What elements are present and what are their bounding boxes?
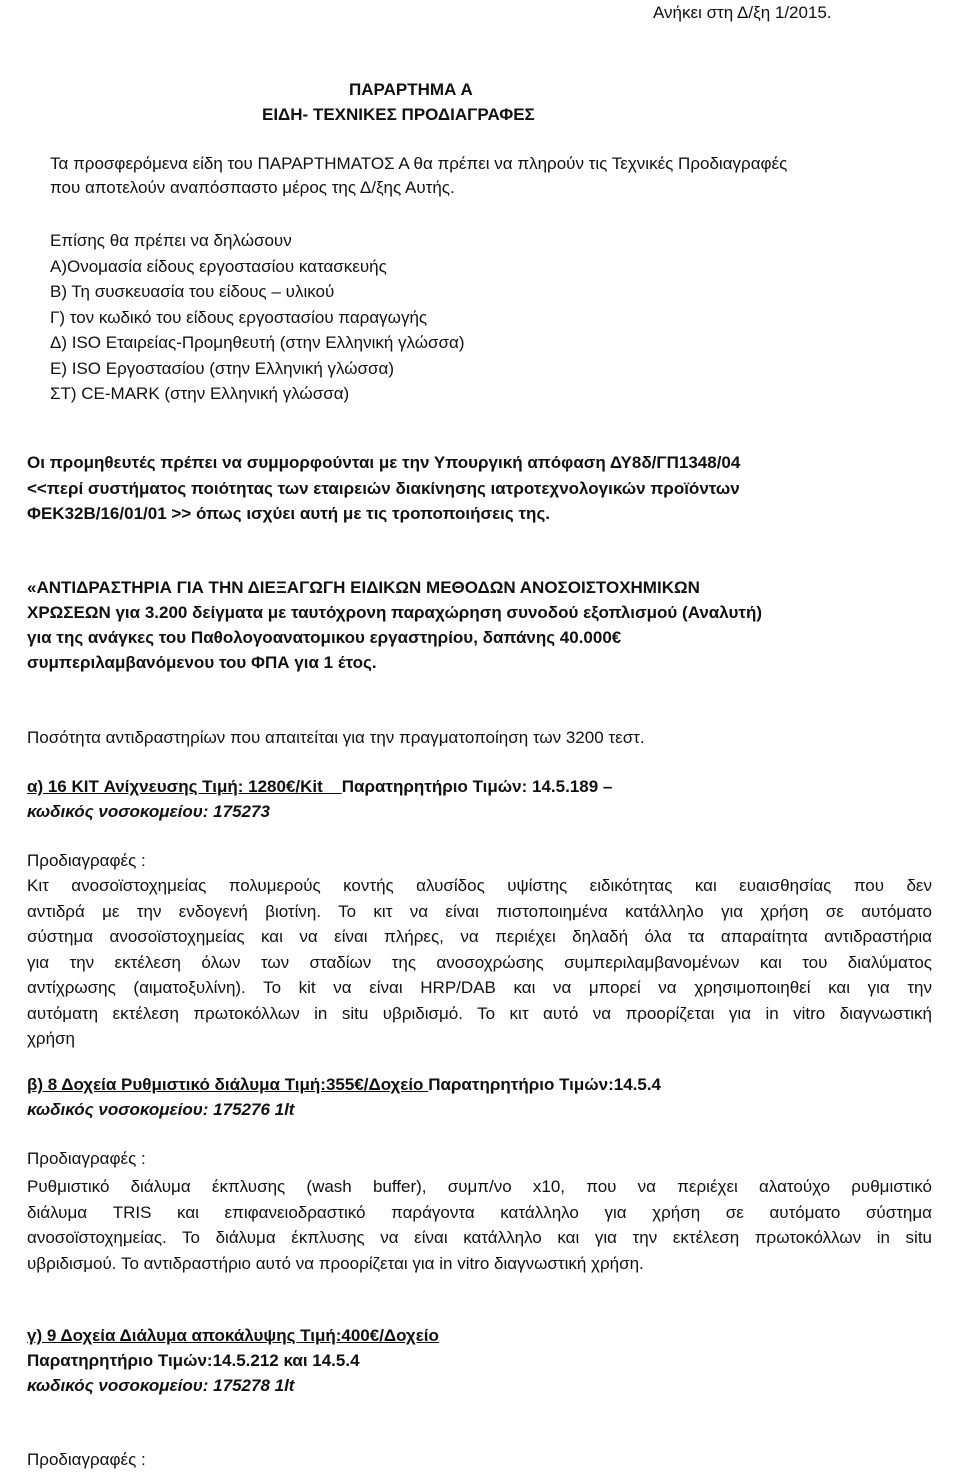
item-c-specs-label: Προδιαγραφές : xyxy=(27,1450,146,1469)
declaration-item: Α)Ονομασία είδους εργοστασίου κατασκευής xyxy=(50,256,387,276)
tender-line: για της ανάγκες του Παθολογοανατομικου εργαστηρίου, δαπάνης 40.000€ xyxy=(27,628,622,647)
item-b-heading xyxy=(27,1074,661,1096)
header-note: Ανήκει στη Δ/ξη 1/2015. xyxy=(653,3,832,22)
tender-line: «ΑΝΤΙΔΡΑΣΤΗΡΙΑ ΓΙΑ ΤΗΝ ΔΙΕΞΑΓΩΓΗ ΕΙΔΙΚΩΝ ΜΕΘΟΔΩΝ ΑΝΟΣΟΙΣΤΟΧΗΜΙΚΩΝ xyxy=(27,578,700,597)
spec-line: διάλυμα TRIS και επιφανειοδραστικό παράγοντα κατάλληλο για χρήση σε αυτόματο σύστημα xyxy=(27,1202,932,1222)
item-b-specs-label: Προδιαγραφές : xyxy=(27,1149,146,1168)
declaration-item: Ε) ISO Εργοστασίου (στην Ελληνική γλώσσα) xyxy=(50,358,395,378)
tender-line: ΧΡΩΣΕΩΝ για 3.200 δείγματα με ταυτόχρονη παραχώρηση συνοδού εξοπλισμού (Αναλυτή) xyxy=(27,603,762,622)
annex-title: ΠΑΡΑΡΤΗΜΑ Α xyxy=(349,80,473,99)
spec-line: για την εκτέλεση όλων των σταδίων της ανοσοχρώσης συμπεριλαμβανομένων και του διαλύματος xyxy=(27,952,932,972)
declaration-item: Β) Τη συσκευασία του είδους – υλικού xyxy=(50,282,335,301)
compliance-line: <<περί συστήματος ποιότητας των εταιρειών διακίνησης ιατροτεχνολογικών προϊόντων xyxy=(27,479,740,498)
declaration-item: Δ) ISO Εταιρείας-Προμηθευτή (στην Ελληνική γλώσσα) xyxy=(50,333,465,352)
item-a-heading xyxy=(27,776,612,798)
item-a-specs-label: Προδιαγραφές : xyxy=(27,851,146,870)
annex-subtitle: ΕΙΔΗ- ΤΕΧΝΙΚΕΣ ΠΡΟΔΙΑΓΡΑΦΕΣ xyxy=(262,105,535,124)
item-c-hospital-code: κωδικός νοσοκομείου: 175278 1lt xyxy=(27,1376,295,1395)
spec-line: υβριδισμού. Το αντιδραστήριο αυτό να προορίζεται για in vitro διαγνωστική χρήση. xyxy=(27,1253,644,1273)
intro-line: Τα προσφερόμενα είδη του ΠΑΡΑΡΤΗΜΑΤΟΣ Α θα πρέπει να πληρούν τις Τεχνικές Προδιαγραφές xyxy=(50,154,788,173)
spec-line: αυτόματη εκτέλεση πρωτοκόλλων in situ υβριδισμό. Το κιτ αυτό να προορίζεται για in vitro διαγνωστική xyxy=(27,1003,932,1023)
spec-line: αντίχρωσης (αιματοξυλίνη). Το kit να είναι HRP/DAB και να μπορεί να χρησιμοποιηθεί και για την xyxy=(27,978,932,997)
item-a-label: α) 16 KIT Ανίχνευσης Τιμή: 1280€/Kit xyxy=(27,777,323,796)
declaration-item: Γ) τον κωδικό του είδους εργοστασίου παραγωγής xyxy=(50,307,428,327)
intro-line: που αποτελούν αναπόσπαστο μέρος της Δ/ξης Αυτής. xyxy=(50,178,455,197)
spec-line: Ρυθμιστικό διάλυμα έκπλυσης (wash buffer), συμπ/νο x10, που να περιέχει αλατούχο ρυθμιστικό xyxy=(27,1177,932,1196)
declaration-list xyxy=(50,228,465,407)
declaration-heading: Επίσης θα πρέπει να δηλώσουν xyxy=(50,231,292,250)
item-b-label: β) 8 Δοχεία Ρυθμιστικό διάλυμα Τιμή:355€/Δοχείο xyxy=(27,1075,424,1094)
item-c-heading xyxy=(27,1325,439,1347)
item-b-observatory: Παρατηρητήριο Τιμών:14.5.4 xyxy=(428,1075,662,1094)
compliance-line: ΦΕΚ32Β/16/01/01 >> όπως ισχύει αυτή με τις τροποποιήσεις της. xyxy=(27,504,551,523)
item-c-label: γ) 9 Δοχεία Διάλυμα αποκάλυψης Τιμή:400€/Δοχείο xyxy=(27,1326,439,1345)
quantity-note: Ποσότητα αντιδραστηρίων που απαιτείται για την πραγματοποίηση των 3200 τεστ. xyxy=(27,728,645,747)
item-a-hospital-code: κωδικός νοσοκομείου: 175273 xyxy=(27,802,270,821)
item-b-specs xyxy=(27,1174,932,1276)
spec-line: χρήση xyxy=(27,1029,75,1048)
item-c-observatory: Παρατηρητήριο Τιμών:14.5.212 και 14.5.4 xyxy=(27,1351,360,1370)
declaration-item: ΣΤ) CE-MARK (στην Ελληνική γλώσσα) xyxy=(50,384,350,403)
spec-line: σύστημα ανοσοϊστοχημείας και να είναι πλήρες, να περιέχει δηλαδή όλα τα απαραίτητα αντιδραστήρια xyxy=(27,927,932,946)
item-b-hospital-code: κωδικός νοσοκομείου: 175276 1lt xyxy=(27,1100,295,1119)
compliance-line: Οι προμηθευτές πρέπει να συμμορφούνται με την Υπουργική απόφαση ΔΥ8δ/ΓΠ1348/04 xyxy=(27,453,741,472)
spec-line: ανοσοϊστοχημείας. Το διάλυμα έκπλυσης να είναι κατάλληλο και για την εκτέλεση πρωτοκόλλων in situ xyxy=(27,1228,932,1247)
item-a-specs xyxy=(27,873,932,1052)
tender-line: συμπεριλαμβανόμενου του ΦΠΑ για 1 έτος. xyxy=(27,653,377,672)
item-a-observatory: Παρατηρητήριο Τιμών: 14.5.189 – xyxy=(341,777,613,796)
spec-line: Κιτ ανοσοϊστοχημείας πολυμερούς κοντής αλυσίδος υψίστης ειδικότητας και ευαισθησίας που δεν xyxy=(27,876,932,895)
spec-line: αντιδρά με την ενδογενή βιοτίνη. Το κιτ να είναι πιστοποιημένα κατάλληλο για χρήση σε αυτόματο xyxy=(27,901,932,921)
